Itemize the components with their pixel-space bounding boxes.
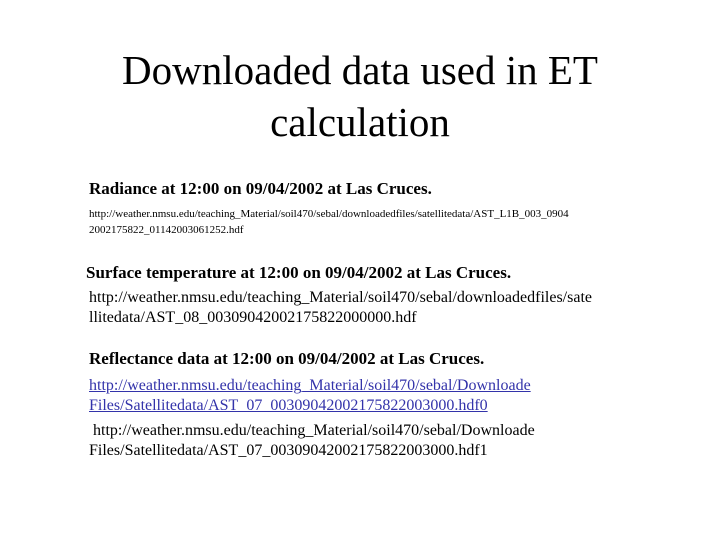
reflectance-url-hdf1-line-2: Files/Satellitedata/AST_07_00309042002175822003000.hdf1 xyxy=(89,442,488,459)
reflectance-url-hdf1-line-1: http://weather.nmsu.edu/teaching_Material/soil470/sebal/Downloade xyxy=(93,422,535,439)
radiance-url-line-1: http://weather.nmsu.edu/teaching_Material/soil470/sebal/downloadedfiles/satellitedata/AST_L1B_003_0904 xyxy=(89,208,569,220)
slide-title xyxy=(40,44,680,148)
radiance-heading: Radiance at 12:00 on 09/04/2002 at Las Cruces. xyxy=(89,179,432,198)
reflectance-link-hdf0-line-1[interactable]: http://weather.nmsu.edu/teaching_Material/soil470/sebal/Downloade xyxy=(89,377,531,394)
reflectance-heading: Reflectance data at 12:00 on 09/04/2002 at Las Cruces. xyxy=(89,349,485,368)
slide-title-line-2: calculation xyxy=(270,99,450,145)
reflectance-link-hdf0-line-2[interactable]: Files/Satellitedata/AST_07_00309042002175822003000.hdf0 xyxy=(89,397,488,414)
surface-temperature-heading: Surface temperature at 12:00 on 09/04/2002 at Las Cruces. xyxy=(86,263,512,282)
surface-temperature-url-line-1: http://weather.nmsu.edu/teaching_Material/soil470/sebal/downloadedfiles/sate xyxy=(89,289,592,306)
radiance-url-line-2: 2002175822_01142003061252.hdf xyxy=(89,224,244,236)
slide-title-line-1: Downloaded data used in ET xyxy=(122,47,598,93)
surface-temperature-url-line-2: llitedata/AST_08_00309042002175822000000.hdf xyxy=(89,309,417,326)
